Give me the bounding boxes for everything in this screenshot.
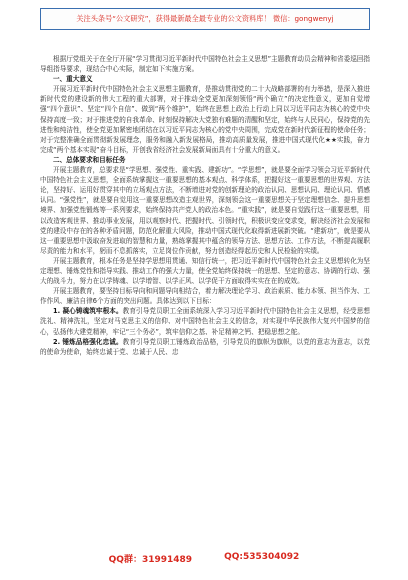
goal-title: 2. 锤炼品格强化忠诚。 — [53, 337, 123, 346]
section-paragraph: 开展主题教育，根本任务是坚持学思想用贯通、知信行统一，把习近平新时代中国特色社会主义思想转化为坚定理想、锤炼党性和指导实践、推动工作的强大力量，使全党始终保持统一的思想、坚定的意志、协调的行动、强大的战斗力，努力在以学铸魂、以学增智、以学正风、以学促干方面取得实实在在的成效。 — [40, 256, 370, 286]
intro-paragraph: 根据厅党组关于在全厅开展“学习贯彻习近平新时代中国特色社会主义思想”主题教育动员会精神和省委巡回指导组指导要求，现结合中心实际，制定如下实施方案。 — [40, 55, 370, 74]
qq-group: QQ群：31991489 — [108, 555, 193, 565]
goal-text: 教育引导党员职工锤炼政治品格，引导党员的旗帜为旗帜，以党的意志为意志，以党的使命为使命，始终忠诚于党、忠诚于人民、忠 — [40, 337, 370, 356]
qq-number: QQ:535304092 — [224, 552, 300, 562]
section-paragraph: 开展习近平新时代中国特色社会主义思想主题教育，是推动贯彻党的二十大战略部署的有力举措，是深入推进新时代党的建设新的伟大工程的重大部署，对于推动全党更加深刻领悟“两个确立”的决定性意义，更加自觉增强“四个意识”、坚定“四个自信”、做到“两个维护”，始终在思想上政治上行动上同以习近平同志为核心的党中央保持高度一致；对于推进党的自我革命、时刻保持解决大党独有难题的清醒和坚定，始终与人民同心，保持党的先进性和纯洁性，使全党更加紧密地团结在以习近平同志为核心的党中央周围，完成党在新时代新征程的使命任务；对于完整准确全面贯彻新发展理念，服务和融入新发展格局，推动高质量发展，推进中国式现代化★★实践，奋力完成“两个基本实现”奋斗目标，开创我省经济社会发展新局面具有十分重大的意义。 — [40, 85, 370, 154]
goal-title: 1. 凝心铸魂筑牢根本。 — [53, 307, 123, 316]
banner-text: 关注头条号“公文研究”，获得最新最全最专业的公文资料库！ 微信：gongwenyj — [76, 14, 334, 23]
footer-contact — [0, 552, 408, 568]
section-paragraph: 开展主题教育，要坚持目标导向和问题导向相结合，着力解决理论学习、政治素质、能力本领、担当作为、工作作风、廉洁自律6个方面的突出问题。具体达到以下目标： — [40, 287, 370, 306]
goal-item — [40, 306, 370, 336]
section-heading: 二、总体要求和目标任务 — [53, 155, 126, 164]
header-banner — [40, 8, 370, 30]
section-paragraph: 开展主题教育，总要求是“学思想、强党性、重实践、建新功”。“学思想”，就是要全面学习领会习近平新时代中国特色社会主义思想，全面系统掌握这一重要思想的基本观点、科学体系，把握好这一重要思想的世界观、方法论，坚持好、运用好贯穿其中的立场观点方法，不断增进对党的创新理论的政治认同、思想认同、理论认同、情感认同。“强党性”，就是要自觉用这一重要思想改造主观世界，深刻领会这一重要思想关于坚定理想信念、提升思想境界、加强党性锻炼等一系列要求，始终保持共产党人的政治本色。“重实践”，就是要自觉践行这一重要思想，用以改造客观世界、推动事业发展，用以观察时代、把握时代、引领时代，积极识变应变求变，解决经济社会发展和党的建设中存在的各种矛盾问题，防范化解重大风险，推动中国式现代化取得新进展新突破。“建新功”，就是要从这一重要思想中汲取奋发进取的智慧和力量，熟练掌握其中蕴含的领导方法、思想方法、工作方法，不断提高履职尽责的能力和水平，躬而不息抓落实，立足岗位作贡献，努力创造经得起历史和人民检验的实绩。 — [40, 166, 370, 255]
goal-text: 教育引导党员职工全面系统深入学习习近平新时代中国特色社会主义思想，经受思想洗礼、精神洗礼，坚定对马克思主义的信仰、对中国特色社会主义的信念，对实现中华民族伟大复兴中国梦的信心，弘扬伟大建党精神，牢记“三个务必”，筑牢信仰之基、补足精神之钙、把稳思想之舵。 — [40, 307, 370, 336]
section-heading: 一、重大意义 — [53, 75, 93, 84]
document-body — [40, 54, 370, 544]
goal-item — [40, 337, 370, 357]
